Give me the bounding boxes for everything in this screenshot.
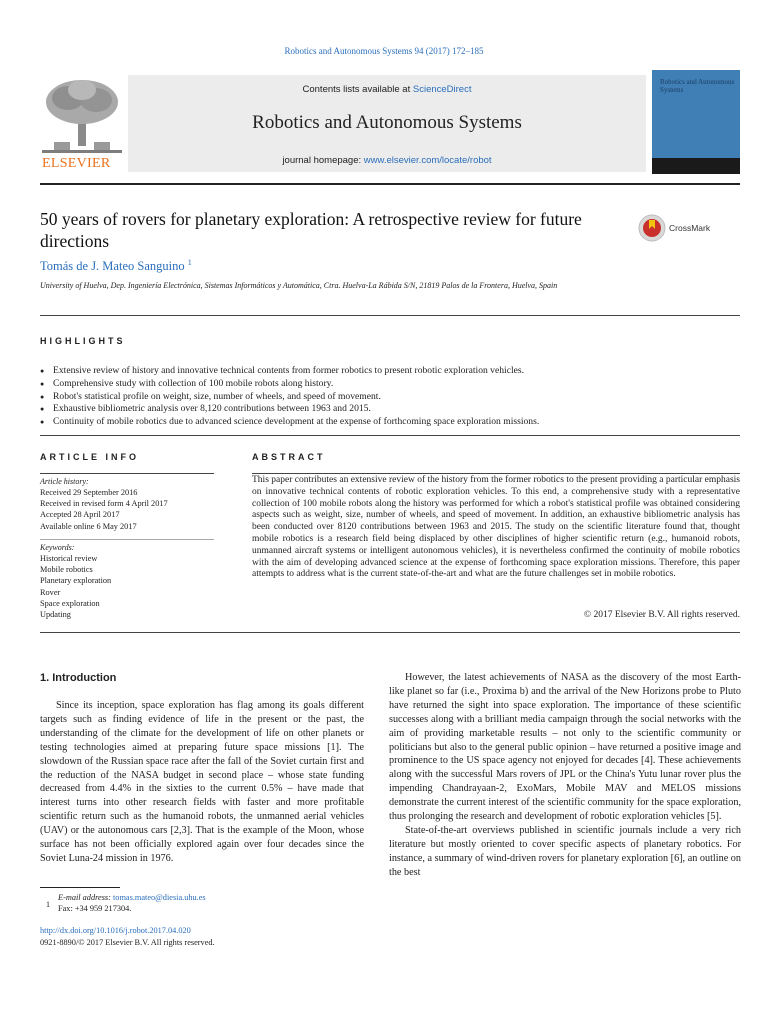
- contents-prefix: Contents lists available at: [302, 84, 413, 95]
- article-title: 50 years of rovers for planetary exploration: A retrospective review for future directions: [40, 209, 582, 251]
- article-info-subrule: [40, 539, 214, 540]
- article-info-rule: [40, 473, 214, 474]
- crossmark-icon: [638, 214, 666, 242]
- highlight-item: ● Robot's statistical profile on weight, size, number of wheels, and speed of movement.: [40, 391, 740, 404]
- email-label: E-mail address:: [58, 893, 113, 902]
- abstract-rule: [252, 473, 740, 474]
- history-entry: Received 29 September 2016: [40, 488, 138, 497]
- history-entry: Received in revised form 4 April 2017: [40, 499, 168, 509]
- journal-cover-image: [652, 70, 740, 174]
- intro-paragraph-right-1: However, the latest achievements of NASA as the discovery of the most Earth-like planet so far (i.e., Proxima b) and the arrival of the New Horizons probe to Pluto have returned the sight into space exploration. The importance of these scientific successes along with a brilliant media campaign through the social networks with the aim of providing marketable results – not only to the scientific community or politicians but also to the general public opinion – have returned a positive image and prominence to the US space agency not enjoyed for decades [4]. These achievements along with the successful Mars rovers of JPL or the China's Yutu lunar rover plus the impending Chandrayaan-2, ExoMars, Mobile MAV and MELOS missions demonstrate the current interest of the scientific community for the space exploration, thus prolonging the research and development of robotic exploration vehicles [5].: [389, 672, 741, 823]
- section-heading-introduction: 1. Introduction: [40, 672, 117, 684]
- highlight-item: ● Comprehensive study with collection of 100 mobile robots along history.: [40, 378, 740, 391]
- issn-line: 0921-8890/© 2017 Elsevier B.V. All rights reserved.: [40, 938, 215, 947]
- cover-footer-band: [652, 158, 740, 174]
- journal-homepage-link[interactable]: www.elsevier.com/locate/robot: [363, 155, 492, 166]
- abstract-text: This paper contributes an extensive review of the history from the former robotics to the present providing a particular emphasis on innovative technical contents of robotic exploration vehicles. To this end, a comprehensive study with a representative collection of 100 mobile robots along the history was performed for which a robot's statistical profile was obtained considering aspects such as weight, size, number of wheels, and speed of movement. In addition, an exhaustive bibliometric analysis has been conducted over 8120 contributions between 1963 and 2015. The study on the scientific literature found that, thought mobile robotics is a research field being displaced by other disciplines of higher scientific return (e.g., humanoid robots, unmanned aircraft systems or intelligent autonomous vehicles), it is nevertheless confirmed the continuity of mobile robotics with the aim of developing advanced science at the expense of forthcoming space exploration missions. Therefore, this paper attempts to address what is the current state-of-the-art and what are the future challenges set in mobile robotics.: [252, 475, 740, 580]
- journal-title: Robotics and Autonomous Systems: [252, 112, 522, 133]
- footnote-block: [46, 892, 206, 914]
- crossmark-badge[interactable]: [638, 214, 738, 242]
- keywords-label: Keywords:: [40, 543, 75, 552]
- author-email-link[interactable]: tomas.mateo@diesia.uhu.es: [113, 893, 206, 902]
- homepage-prefix: journal homepage:: [282, 155, 364, 166]
- intro-paragraph-right-2: State-of-the-art overviews published in scientific journals include a very rich literature but mostly oriented to cover specific aspects of planetary robotics. For instance, a summary of wind-driven rovers for planetary exploration [6], an outline on the best: [389, 824, 741, 878]
- author-affiliation: University of Huelva, Dep. Ingeniería Electrónica, Sistemas Informáticos y Automática, Ctra. Huelva-La Rábida S/N, 21819 Palos de la Frontera, Huelva, Spain: [40, 281, 558, 290]
- contents-available-line: [128, 84, 646, 95]
- elsevier-tree-logo-icon: [40, 76, 124, 170]
- doi-link[interactable]: http://dx.doi.org/10.1016/j.robot.2017.04.020: [40, 926, 191, 935]
- keyword-item: Rover: [40, 587, 61, 597]
- masthead-box: [128, 75, 646, 172]
- footnote-rule: [40, 887, 120, 888]
- highlight-item: ● Extensive review of history and innovative technical contents from former robotics to present robotic exploration vehicles.: [40, 365, 740, 378]
- crossmark-label: CrossMark: [669, 223, 711, 233]
- cover-title: Robotics and Autonomous Systems: [660, 78, 735, 94]
- keyword-item: Planetary exploration: [40, 576, 112, 586]
- keyword-item: Updating: [40, 610, 71, 620]
- author-line: [40, 258, 192, 274]
- journal-masthead: [40, 70, 740, 176]
- abstract-heading: ABSTRACT: [252, 452, 326, 462]
- journal-citation[interactable]: Robotics and Autonomous Systems 94 (2017) 172–185: [284, 46, 484, 56]
- highlight-item: ● Continuity of mobile robotics due to advanced science development at the expense of forthcoming space exploration missions.: [40, 416, 740, 429]
- keyword-item: Space exploration: [40, 598, 100, 608]
- highlights-list: [40, 365, 740, 429]
- highlights-divider: [40, 435, 740, 436]
- elsevier-wordmark: ELSEVIER: [42, 156, 111, 171]
- intro-column-right: [389, 671, 741, 880]
- keyword-item: Mobile robotics: [40, 565, 93, 575]
- article-info-heading: ARTICLE INFO: [40, 452, 139, 462]
- highlights-heading: HIGHLIGHTS: [40, 336, 126, 346]
- footnote-email-line: [58, 892, 206, 903]
- footnote-fax: Fax: +34 959 217304.: [58, 904, 132, 913]
- masthead-divider: [40, 183, 740, 185]
- keyword-item: Historical review: [40, 554, 98, 563]
- footnote-text: [58, 892, 206, 914]
- intro-paragraph-left: Since its inception, space exploration has flag among its goals different targets such as finding evidence of life in the present or the past, the understanding of the climate for the development of life on other planets or testing technologies aimed at preparing future space missions [1]. The slowdown of the Russian space race after the fall of the Soviet curtain first and the reduction of the NASA budget in second place – whose state funding decreased from 4.4% in the sixties to the current 0.5% – have made that interest turns into other research fields with faster and more profitable scientific return such as the humanoid robots, the unmanned aerial vehicles (UAV) or the autonomous cars [2,3]. That is the example of the Moon, whose surface has not been officially explored again over four decades since the Soviet Luna-24 mission in 1976.: [40, 700, 364, 864]
- journal-homepage-line: [128, 155, 646, 166]
- article-history: [40, 487, 168, 532]
- abstract-copyright: © 2017 Elsevier B.V. All rights reserved.: [583, 610, 740, 620]
- history-entry: Accepted 28 April 2017: [40, 510, 120, 520]
- highlight-item: ● Exhaustive bibliometric analysis over 8,120 contributions between 1963 and 2015.: [40, 403, 740, 416]
- author-name[interactable]: Tomás de J. Mateo Sanguino: [40, 259, 185, 274]
- abstract-divider: [40, 632, 740, 633]
- history-entry: Available online 6 May 2017: [40, 521, 137, 531]
- sciencedirect-link[interactable]: ScienceDirect: [412, 84, 472, 95]
- article-history-label: Article history:: [40, 477, 89, 486]
- keywords-list: [40, 553, 111, 620]
- header-divider: [40, 315, 740, 316]
- author-footnote-mark[interactable]: 1: [187, 258, 192, 267]
- footnote-mark: 1: [46, 900, 50, 909]
